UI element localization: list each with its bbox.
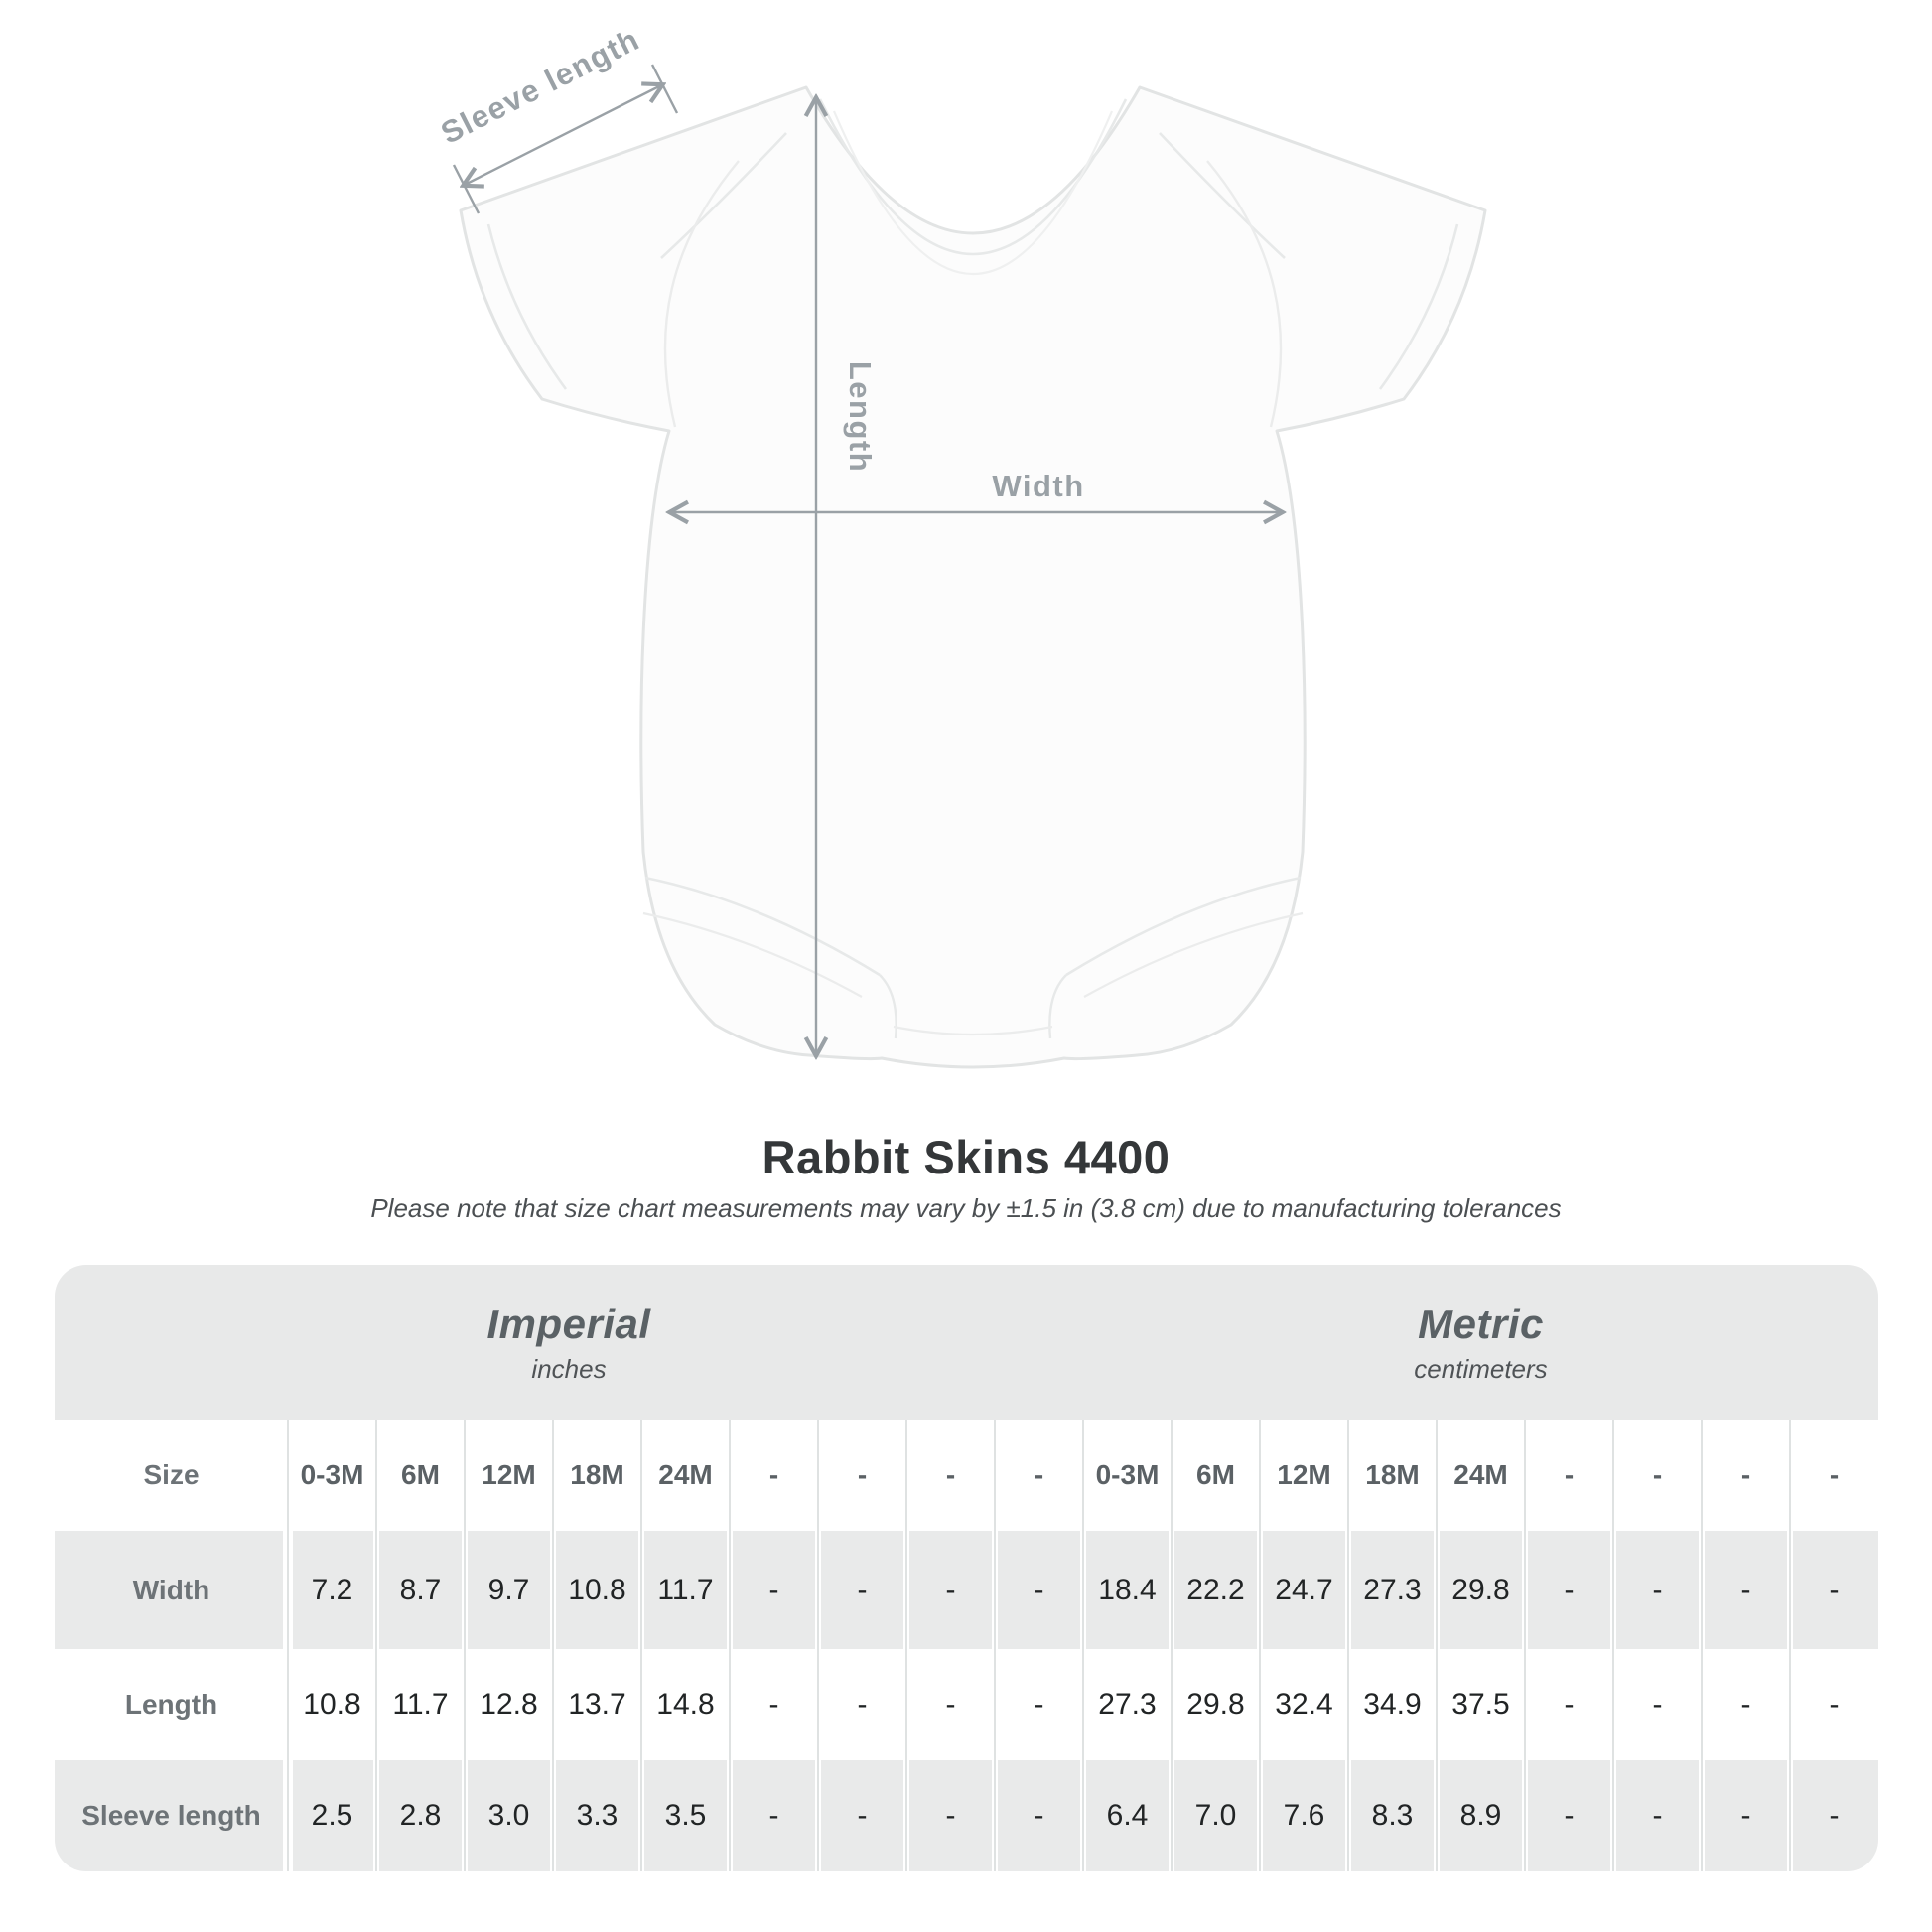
table-cell: -: [1790, 1649, 1878, 1760]
table-cell: 8.9: [1437, 1760, 1525, 1871]
table-cell: -: [730, 1649, 818, 1760]
table-cell: 11.7: [376, 1649, 465, 1760]
table-cell: -: [1613, 1420, 1702, 1531]
row-label: Sleeve length: [81, 1800, 261, 1831]
table-cell: 24M: [641, 1420, 730, 1531]
table-cell: 29.8: [1172, 1649, 1260, 1760]
table-cell: 37.5: [1437, 1649, 1525, 1760]
imperial-title: Imperial: [486, 1300, 651, 1347]
table-cell: 11.7: [641, 1531, 730, 1649]
table-cell: -: [1525, 1531, 1613, 1649]
table-cell: -: [1790, 1531, 1878, 1649]
tolerance-note: Please note that size chart measurements may vary by ±1.5 in (3.8 cm) due to manufacturing tolerances: [370, 1193, 1562, 1223]
table-cell: -: [1790, 1760, 1878, 1871]
size-table-rows: [55, 1420, 1878, 1871]
table-cell: -: [1613, 1649, 1702, 1760]
imperial-header: [55, 1265, 1083, 1420]
table-cell: -: [1613, 1760, 1702, 1871]
page-title: Rabbit Skins 4400: [761, 1131, 1171, 1183]
table-cell: -: [1525, 1420, 1613, 1531]
table-cell: 24.7: [1260, 1531, 1348, 1649]
table-cell: -: [1702, 1420, 1790, 1531]
table-cell: -: [1613, 1531, 1702, 1649]
sleeve-length-label: Sleeve length: [435, 21, 646, 151]
unit-header-row: [55, 1265, 1878, 1420]
table-cell: 6.4: [1083, 1760, 1172, 1871]
table-row-length: [55, 1649, 1878, 1760]
table-cell: 3.5: [641, 1760, 730, 1871]
table-cell: -: [818, 1649, 906, 1760]
table-cell: 27.3: [1083, 1649, 1172, 1760]
size-table: [55, 1265, 1878, 1871]
metric-title: Metric: [1418, 1300, 1544, 1347]
row-label: Width: [132, 1574, 210, 1605]
table-cell: 3.0: [465, 1760, 553, 1871]
table-cell: 8.3: [1348, 1760, 1437, 1871]
table-cell: 34.9: [1348, 1649, 1437, 1760]
table-cell: -: [730, 1420, 818, 1531]
table-cell: 22.2: [1172, 1531, 1260, 1649]
table-cell: 9.7: [465, 1531, 553, 1649]
table-cell: -: [906, 1649, 995, 1760]
table-cell: -: [995, 1649, 1083, 1760]
imperial-unit: inches: [531, 1353, 607, 1384]
row-label: Length: [124, 1689, 218, 1720]
table-cell: 6M: [376, 1420, 465, 1531]
table-cell: -: [1525, 1760, 1613, 1871]
table-cell: 7.6: [1260, 1760, 1348, 1871]
table-cell: 7.0: [1172, 1760, 1260, 1871]
table-cell: 7.2: [288, 1531, 376, 1649]
table-cell: -: [1525, 1649, 1613, 1760]
table-cell: 0-3M: [1083, 1420, 1172, 1531]
table-cell: 3.3: [553, 1760, 641, 1871]
table-cell: -: [1702, 1531, 1790, 1649]
table-cell: 10.8: [288, 1649, 376, 1760]
table-row-sleeve-length: [55, 1760, 1878, 1871]
table-cell: 32.4: [1260, 1649, 1348, 1760]
table-cell: -: [1702, 1760, 1790, 1871]
table-cell: 29.8: [1437, 1531, 1525, 1649]
table-cell: 12.8: [465, 1649, 553, 1760]
table-cell: -: [1702, 1649, 1790, 1760]
table-cell: 27.3: [1348, 1531, 1437, 1649]
table-cell: 14.8: [641, 1649, 730, 1760]
row-label: Size: [143, 1459, 200, 1490]
table-cell: -: [995, 1420, 1083, 1531]
table-cell: 13.7: [553, 1649, 641, 1760]
table-cell: 10.8: [553, 1531, 641, 1649]
table-cell: -: [906, 1760, 995, 1871]
table-cell: -: [818, 1760, 906, 1871]
table-cell: 2.8: [376, 1760, 465, 1871]
table-cell: -: [730, 1760, 818, 1871]
table-cell: -: [730, 1531, 818, 1649]
length-label: Length: [843, 360, 878, 474]
width-label: Width: [992, 469, 1085, 503]
table-cell: 0-3M: [288, 1420, 376, 1531]
table-cell: -: [818, 1420, 906, 1531]
table-cell: 12M: [1260, 1420, 1348, 1531]
table-cell: 18M: [553, 1420, 641, 1531]
table-cell: 24M: [1437, 1420, 1525, 1531]
table-cell: 8.7: [376, 1531, 465, 1649]
table-row-width: [55, 1531, 1878, 1649]
table-cell: 18M: [1348, 1420, 1437, 1531]
table-cell: 2.5: [288, 1760, 376, 1871]
table-cell: -: [995, 1760, 1083, 1871]
table-cell: -: [1790, 1420, 1878, 1531]
table-cell: -: [906, 1531, 995, 1649]
table-cell: -: [906, 1420, 995, 1531]
bodysuit-outline: [461, 87, 1485, 1067]
metric-header: [1083, 1265, 1878, 1420]
table-cell: -: [995, 1531, 1083, 1649]
table-row-size: [55, 1420, 1878, 1531]
table-cell: 6M: [1172, 1420, 1260, 1531]
table-cell: -: [818, 1531, 906, 1649]
table-cell: 12M: [465, 1420, 553, 1531]
metric-unit: centimeters: [1414, 1353, 1548, 1384]
table-cell: 18.4: [1083, 1531, 1172, 1649]
